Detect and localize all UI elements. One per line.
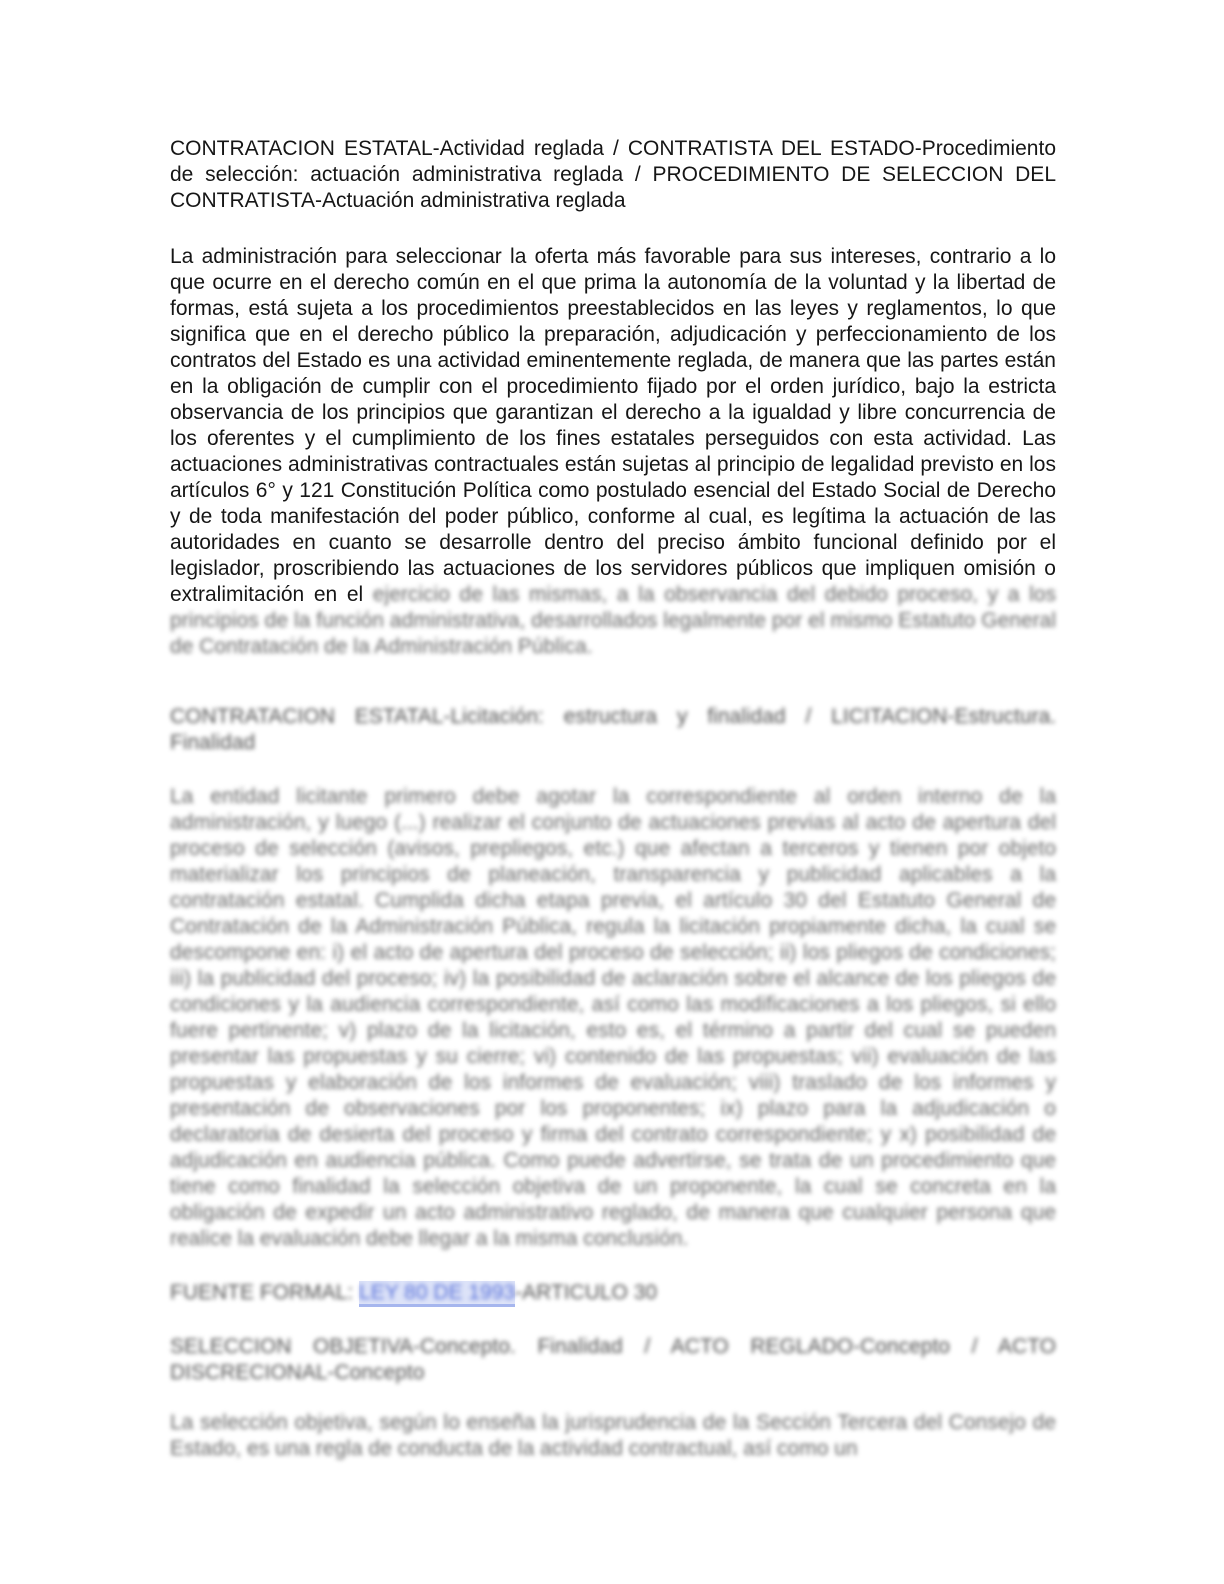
paragraph-1-blurred-text: ejercicio de las mismas, a la observancia del debido proceso, y a los principios de la función administrativa, desarrollados legalmente por el mismo Estatuto General de Contratación de la Administración Pública.	[170, 583, 1056, 658]
heading-contratacion-licitacion: CONTRATACION ESTATAL-Licitación: estructura y finalidad / LICITACION-Estructura. Finalidad	[170, 705, 1056, 754]
fuente-formal-line	[170, 1280, 1056, 1306]
paragraph-2: La entidad licitante primero debe agotar la correspondiente al orden interno de la administración, y luego (...) realizar el conjunto de actuaciones previas al acto de apertura del proceso de selección (avisos, prepliegos, etc.) que afectan a terceros y tienen por objeto materializar los principios de planeación, transparencia y publicidad aplicables a la contratación estatal. Cumplida dicha etapa previa, el artículo 30 del Estatuto General de Contratación de la Administración Pública, regula la licitación propiamente dicha, la cual se descompone en: i) el acto de apertura del proceso de selección; ii) los pliegos de condiciones; iii) la publicidad del proceso; iv) la posibilidad de aclaración sobre el alcance de los pliegos de condiciones y la audiencia correspondiente, así como las modificaciones a los pliegos, si ello fuere pertinente; v) plazo de la licitación, esto es, el término a partir del cual se pueden presentar las propuestas y su cierre; vi) contenido de las propuestas; vii) evaluación de las propuestas y elaboración de los informes de evaluación; viii) traslado de los informes y presentación de observaciones por los proponentes; ix) plazo para la adjudicación o declaratoria de desierta del proceso y firma del contrato correspondiente; y x) posibilidad de adjudicación en audiencia pública. Como puede advertirse, se trata de un procedimiento que tiene como finalidad la selección objetiva de un proponente, la cual se concreta en la obligación de expedir un acto administrativo reglado, de manera que cualquier persona que realice la evaluación debe llegar a la misma conclusión.	[170, 785, 1056, 1250]
paragraph-1-clear-text: La administración para seleccionar la oferta más favorable para sus intereses, contrario a lo que ocurre en el derecho común en el que prima la autonomía de la voluntad y la libertad de formas, está sujeta a los procedimientos preestablecidos en las leyes y reglamentos, lo que significa que en el derecho público la preparación, adjudicación y perfeccionamiento de los contratos del Estado es una actividad eminentemente reglada, de manera que las partes están en la obligación de cumplir con el procedimiento fijado por el orden jurídico, bajo la estricta observancia de los principios que garantizan el derecho a la igualdad y libre concurrencia de los oferentes y el cumplimiento de los fines estatales perseguidos con esta actividad. Las actuaciones administrativas contractuales están sujetas al principio de legalidad previsto en los artículos 6° y 121 Constitución Política como postulado esencial del Estado Social de Derecho y de toda manifestación del poder público, conforme al cual, es legítima la actuación de las autoridades en cuanto se desarrolle dentro del preciso ámbito funcional definido por el legislador, proscribiendo las actuaciones de los servidores públicos que impliquen omisión o extralimitación en el	[170, 245, 1056, 606]
fuente-formal-articulo: -ARTICULO 30	[515, 1281, 658, 1304]
fuente-formal-label: FUENTE FORMAL:	[170, 1281, 360, 1304]
heading-seleccion-objetiva: SELECCION OBJETIVA-Concepto. Finalidad / ACTO REGLADO-Concepto / ACTO DISCRECIONAL-Concepto	[170, 1335, 1056, 1384]
ley-80-de-1993-link[interactable]: LEY 80 DE 1993	[359, 1281, 515, 1307]
document-title: CONTRATACION ESTATAL-Actividad reglada / CONTRATISTA DEL ESTADO-Procedimiento de selección: actuación administrativa reglada / PROCEDIMIENTO DE SELECCION DEL CONTRATISTA-Actuación administrativa reglada	[170, 137, 1056, 212]
paragraph-3: La selección objetiva, según lo enseña la jurisprudencia de la Sección Tercera del Consejo de Estado, es una regla de conducta de la actividad contractual, así como un	[170, 1411, 1056, 1460]
paragraph-1	[170, 244, 1056, 660]
